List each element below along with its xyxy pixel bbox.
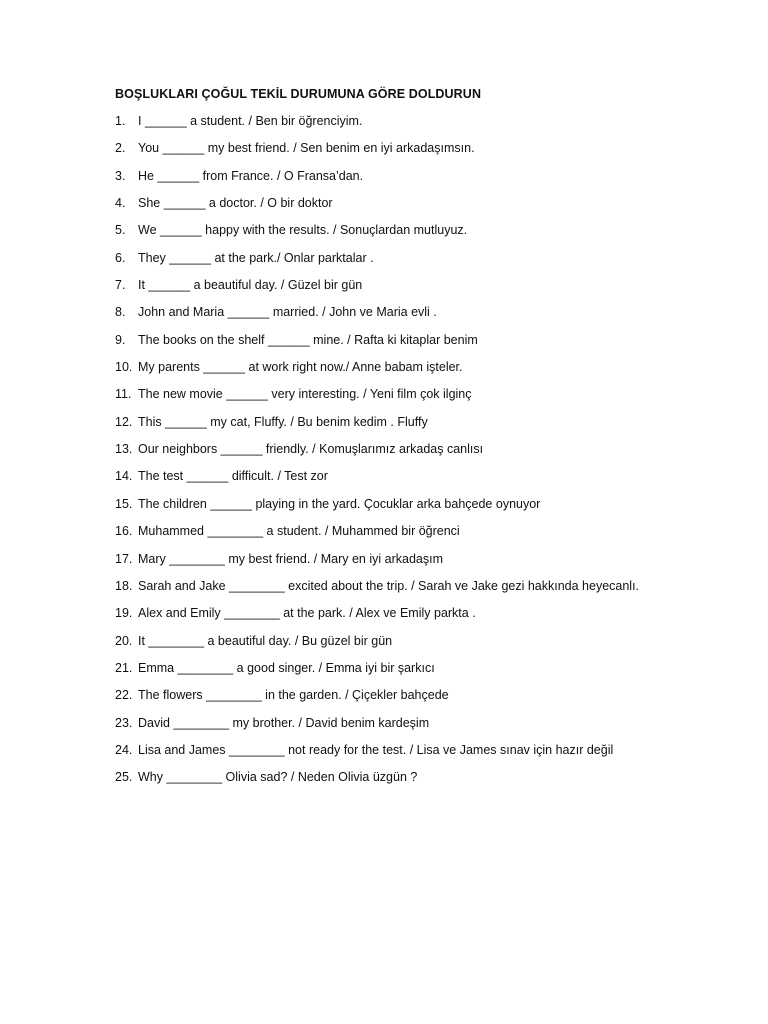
item-number: 2. [115,141,126,156]
item-number: 11. [115,387,132,402]
item-number: 16. [115,524,133,539]
item-text: My parents ______ at work right now./ Anne babam işteler. [138,360,463,375]
worksheet-title: BOŞLUKLARI ÇOĞUL TEKİL DURUMUNA GÖRE DOLDURUN [115,87,482,101]
item-text: The books on the shelf ______ mine. / Rafta ki kitaplar benim [138,332,478,347]
item-text: It ________ a beautiful day. / Bu güzel bir gün [138,633,393,648]
item-text: She ______ a doctor. / O bir doktor [138,196,333,211]
item-text: The new movie ______ very interesting. / Yeni film çok ilginç [138,387,472,402]
item-number: 23. [115,715,133,730]
item-text: They ______ at the park./ Onlar parktalar . [138,250,374,265]
item-number: 18. [115,578,133,593]
item-text: Why ________ Olivia sad? / Neden Olivia üzgün ? [138,770,418,785]
item-number: 25. [115,770,133,785]
item-number: 5. [115,223,126,238]
item-text: David ________ my brother. / David benim kardeşim [138,715,430,730]
item-text: The children ______ playing in the yard. Çocuklar arka bahçede oynuyor [138,496,541,511]
item-text: We ______ happy with the results. / Sonuçlardan mutluyuz. [138,223,468,238]
item-number: 7. [115,278,126,293]
item-text: This ______ my cat, Fluffy. / Bu benim kedim . Fluffy [138,414,428,429]
item-number: 8. [115,305,126,320]
item-text: It ______ a beautiful day. / Güzel bir gün [138,278,363,293]
item-number: 21. [115,660,133,675]
item-text: You ______ my best friend. / Sen benim en iyi arkadaşımsın. [138,141,475,156]
item-text: He ______ from France. / O Fransa’dan. [138,168,364,183]
item-text: Lisa and James ________ not ready for the test. / Lisa ve James sınav için hazır değil [138,742,614,757]
item-text: Muhammed ________ a student. / Muhammed bir öğrenci [138,524,460,539]
item-text: Sarah and Jake ________ excited about the trip. / Sarah ve Jake gezi hakkında heyecanlı. [138,578,640,593]
item-number: 12. [115,414,133,429]
item-text: Our neighbors ______ friendly. / Komuşlarımız arkadaş canlısı [138,442,484,457]
item-number: 24. [115,742,133,757]
item-number: 14. [115,469,133,484]
item-text: John and Maria ______ married. / John ve Maria evli . [138,305,437,320]
item-number: 10. [115,360,133,375]
item-text: Mary ________ my best friend. / Mary en iyi arkadaşım [138,551,443,566]
item-number: 9. [115,332,126,347]
item-text: The flowers ________ in the garden. / Çiçekler bahçede [138,688,449,703]
item-number: 19. [115,606,133,621]
item-number: 1. [115,114,126,128]
item-text: I ______ a student. / Ben bir öğrenciyim. [138,114,363,128]
item-text: Emma ________ a good singer. / Emma iyi bir şarkıcı [138,660,435,675]
item-number: 6. [115,250,126,265]
item-number: 4. [115,196,126,211]
item-number: 13. [115,442,133,457]
item-text: Alex and Emily ________ at the park. / Alex ve Emily parkta . [138,606,476,621]
item-number: 15. [115,496,133,511]
item-number: 20. [115,633,133,648]
item-number: 22. [115,688,133,703]
item-number: 17. [115,551,133,566]
item-number: 3. [115,168,126,183]
item-text: The test ______ difficult. / Test zor [138,469,328,484]
